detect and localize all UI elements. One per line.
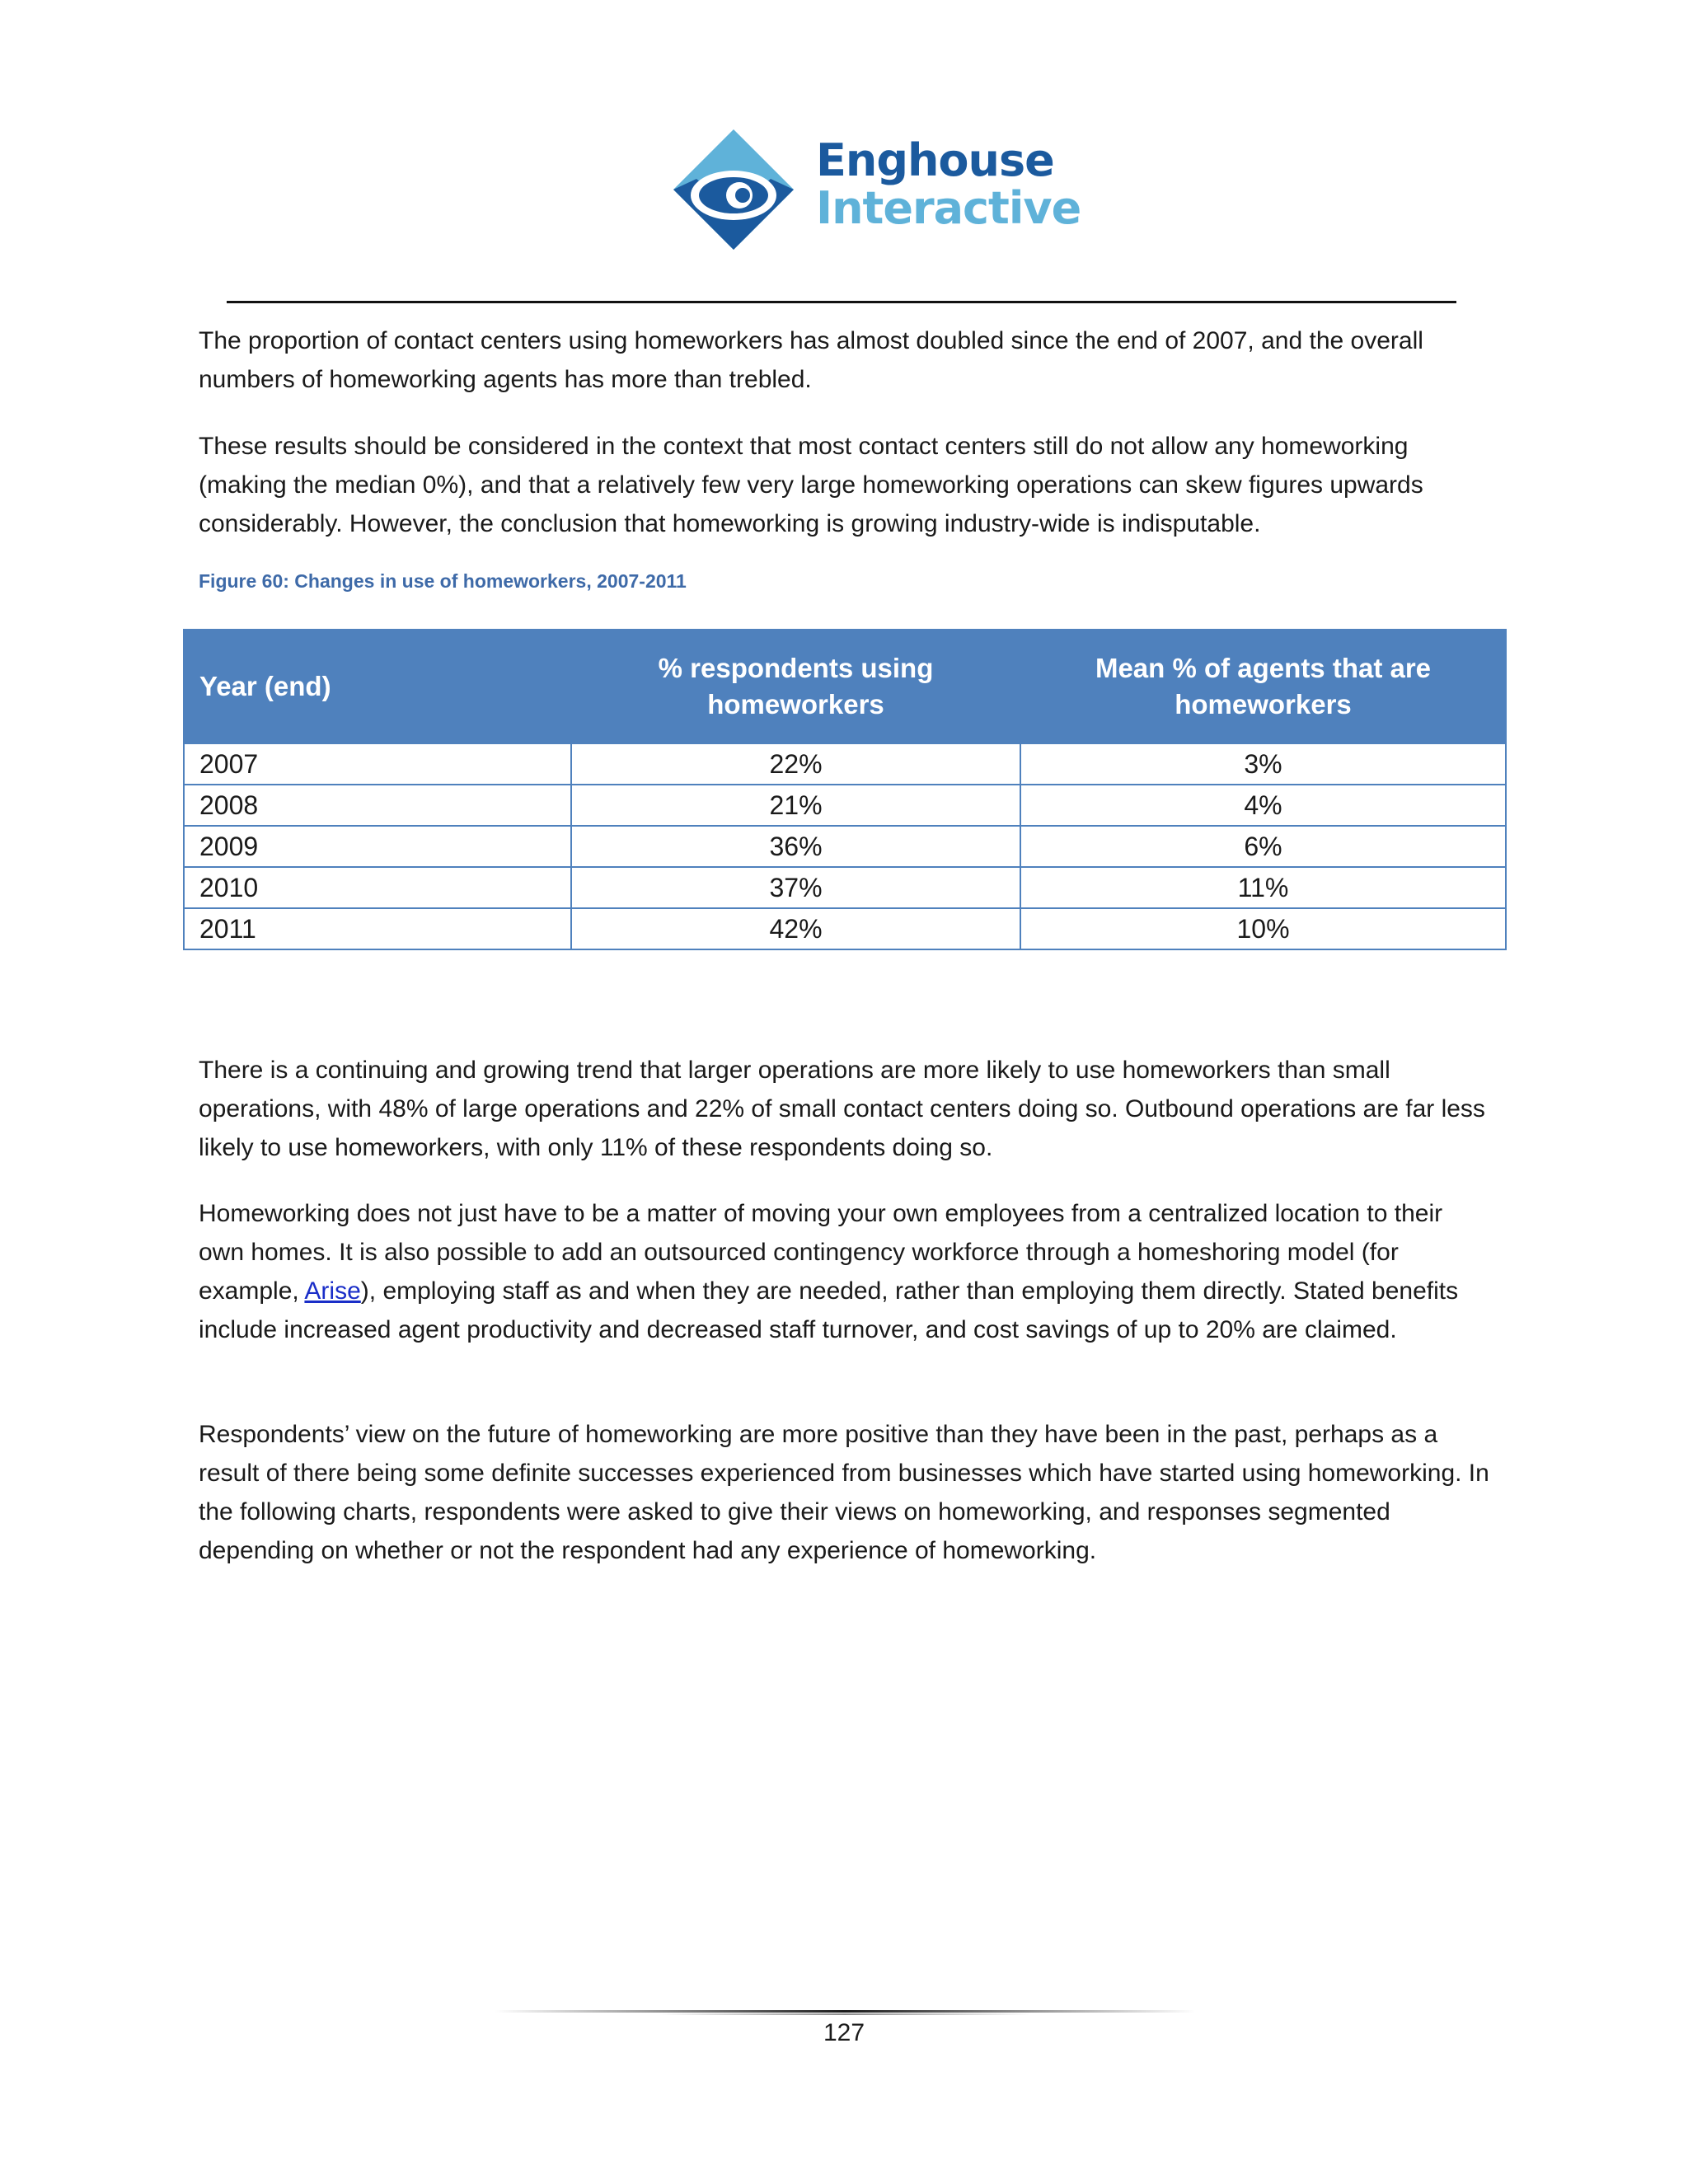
paragraph-future-views: Respondents’ view on the future of homeworking are more positive than they have been in the past, perhaps as a result of there being some definite successes experienced from businesses which have started using homeworking. In the following charts, respondents were asked to give their views on homeworking, and responses segmented depending on whether or not the respondent had any experience of homeworking. (199, 1421, 1489, 1564)
table-row (184, 908, 1506, 949)
paragraph-trend: There is a continuing and growing trend that larger operations are more likely to use homeworkers than small operations, with 48% of large operations and 22% of small contact centers doing so. Outbound operations are far less likely to use homeworkers, with only 11% of these respondents doing so. (199, 1057, 1485, 1161)
column-header-year: Year (end) (184, 630, 571, 743)
figure-caption: Figure 60: Changes in use of homeworkers, 2007-2011 (199, 570, 687, 592)
table-row (184, 743, 1506, 785)
column-header-respondents: % respondents using homeworkers (571, 630, 1020, 743)
paragraph-context: These results should be considered in the context that most contact centers still do not allow any homeworking (making the median 0%), and that a relatively few very large homeworking operations can skew figures upwards considerably. However, the conclusion that homeworking is growing industry-wide is indisputable. (199, 433, 1423, 537)
column-header-mean-agents: Mean % of agents that are homeworkers (1020, 630, 1506, 743)
brand-name-line2: Interactive (816, 182, 1081, 234)
cell-mean-agents: 3% (1020, 743, 1506, 785)
table-row (184, 785, 1506, 826)
table-row (184, 867, 1506, 908)
footer-divider (495, 2008, 1195, 2016)
cell-respondents: 22% (571, 743, 1020, 785)
cell-mean-agents: 11% (1020, 867, 1506, 908)
paragraph-homeshoring: Homeworking does not just have to be a matter of moving your own employees from a centralized location to their own homes. It is also possible to add an outsourced contingency workforce through a homeshoring model (for example, Arise), employing staff as and when they are needed, rather than employing them directly. Stated benefits include increased agent productivity and decreased staff turnover, and cost savings of up to 20% are claimed. (199, 1200, 1459, 1343)
header-divider (227, 301, 1456, 303)
page-number: 127 (823, 2019, 865, 2046)
arise-link[interactable]: Arise (304, 1277, 361, 1305)
cell-mean-agents: 10% (1020, 908, 1506, 949)
cell-year: 2011 (184, 908, 571, 949)
cell-year: 2008 (184, 785, 571, 826)
cell-respondents: 21% (571, 785, 1020, 826)
cell-mean-agents: 4% (1020, 785, 1506, 826)
cell-respondents: 36% (571, 826, 1020, 867)
cell-year: 2007 (184, 743, 571, 785)
cell-year: 2009 (184, 826, 571, 867)
cell-respondents: 42% (571, 908, 1020, 949)
enghouse-eye-icon (672, 128, 812, 251)
company-logo (672, 128, 1081, 251)
cell-mean-agents: 6% (1020, 826, 1506, 867)
table-row (184, 826, 1506, 867)
brand-name-line1: Enghouse (816, 134, 1054, 186)
table-header-row (184, 630, 1506, 743)
cell-year: 2010 (184, 867, 571, 908)
paragraph-intro: The proportion of contact centers using homeworkers has almost doubled since the end of 2007, and the overall numbers of homeworking agents has more than trebled. (199, 327, 1423, 393)
cell-respondents: 37% (571, 867, 1020, 908)
homeworkers-table (183, 629, 1507, 950)
